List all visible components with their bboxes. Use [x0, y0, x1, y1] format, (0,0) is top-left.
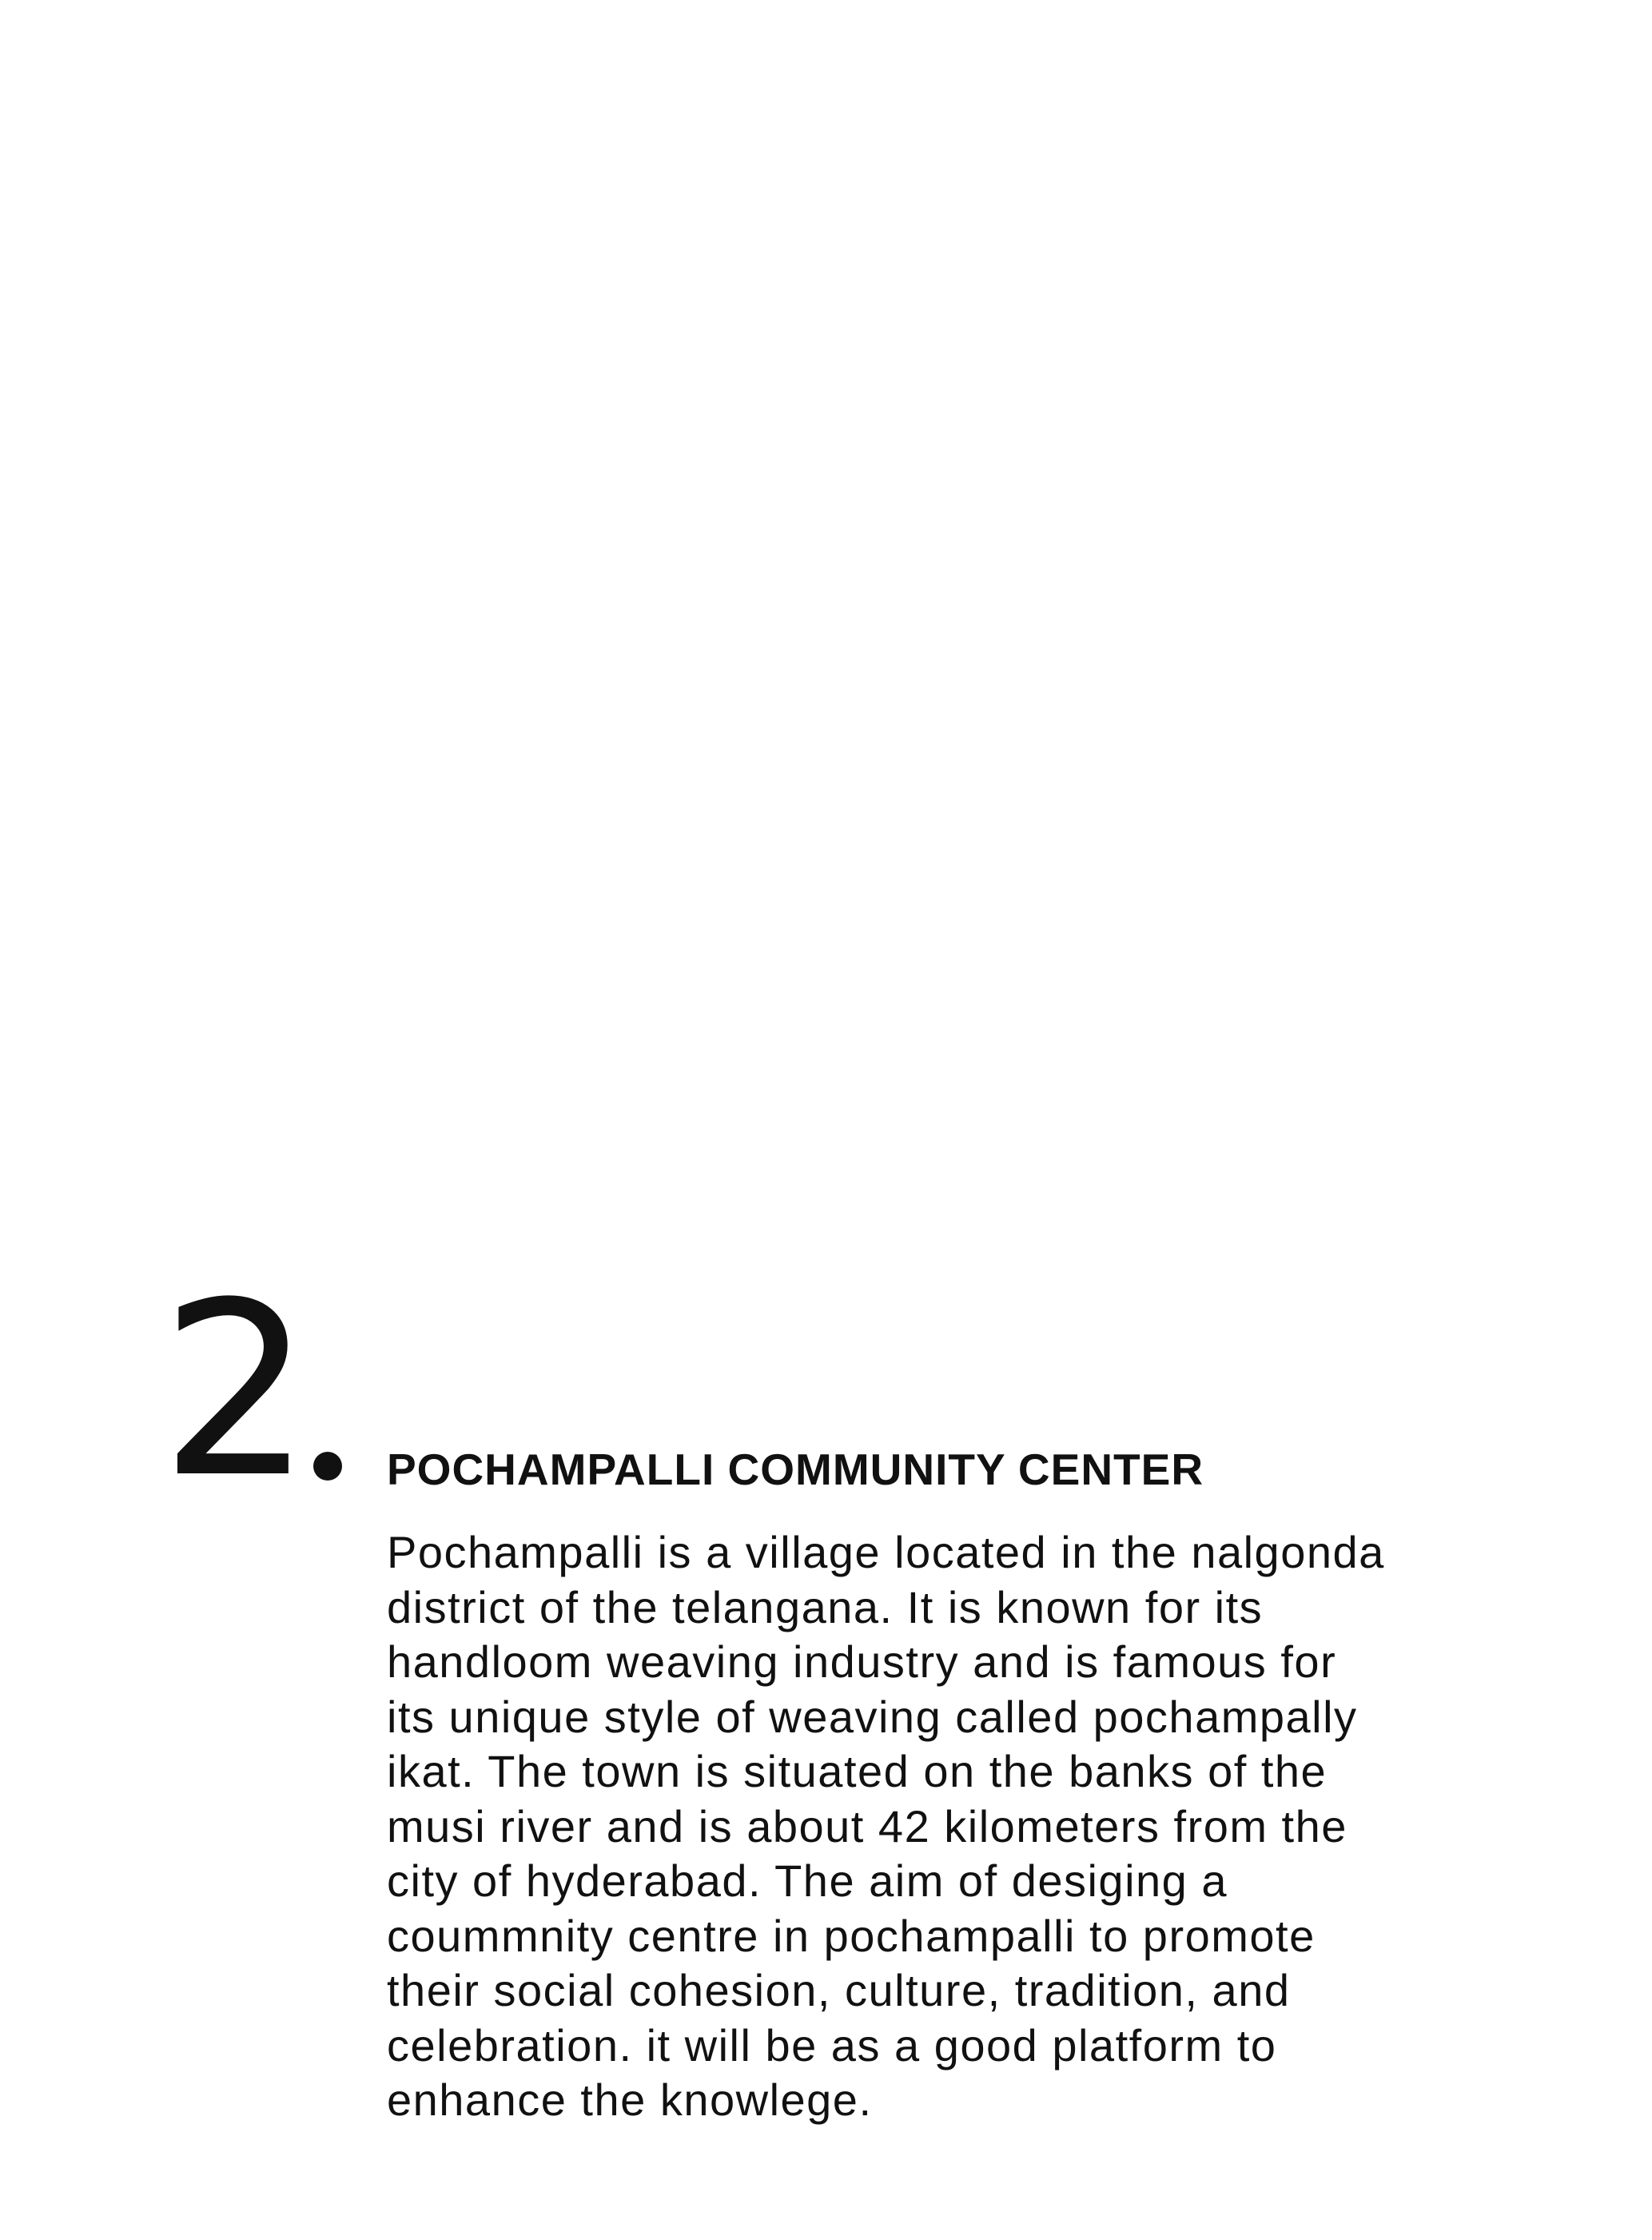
section-title: POCHAMPALLI COMMUNITY CENTER [387, 1445, 1204, 1494]
section-number: 2 [160, 1251, 308, 1530]
section-number-dot [313, 1452, 342, 1481]
section-body: Pochampalli is a village located in the nalgonda district of the telangana. It is known for its handloom weaving industry and is famous for its unique style of weaving called pochampally ikat. The town is situated on the banks of the musi river and is about 42 kilometers from the city of hyderabad. The aim of desiging a coummnity centre in pochampalli to promote their social cohesion, culture, tradition, and celebration. it will be as a good platform to enhance the knowlege. [387, 1527, 1385, 2125]
